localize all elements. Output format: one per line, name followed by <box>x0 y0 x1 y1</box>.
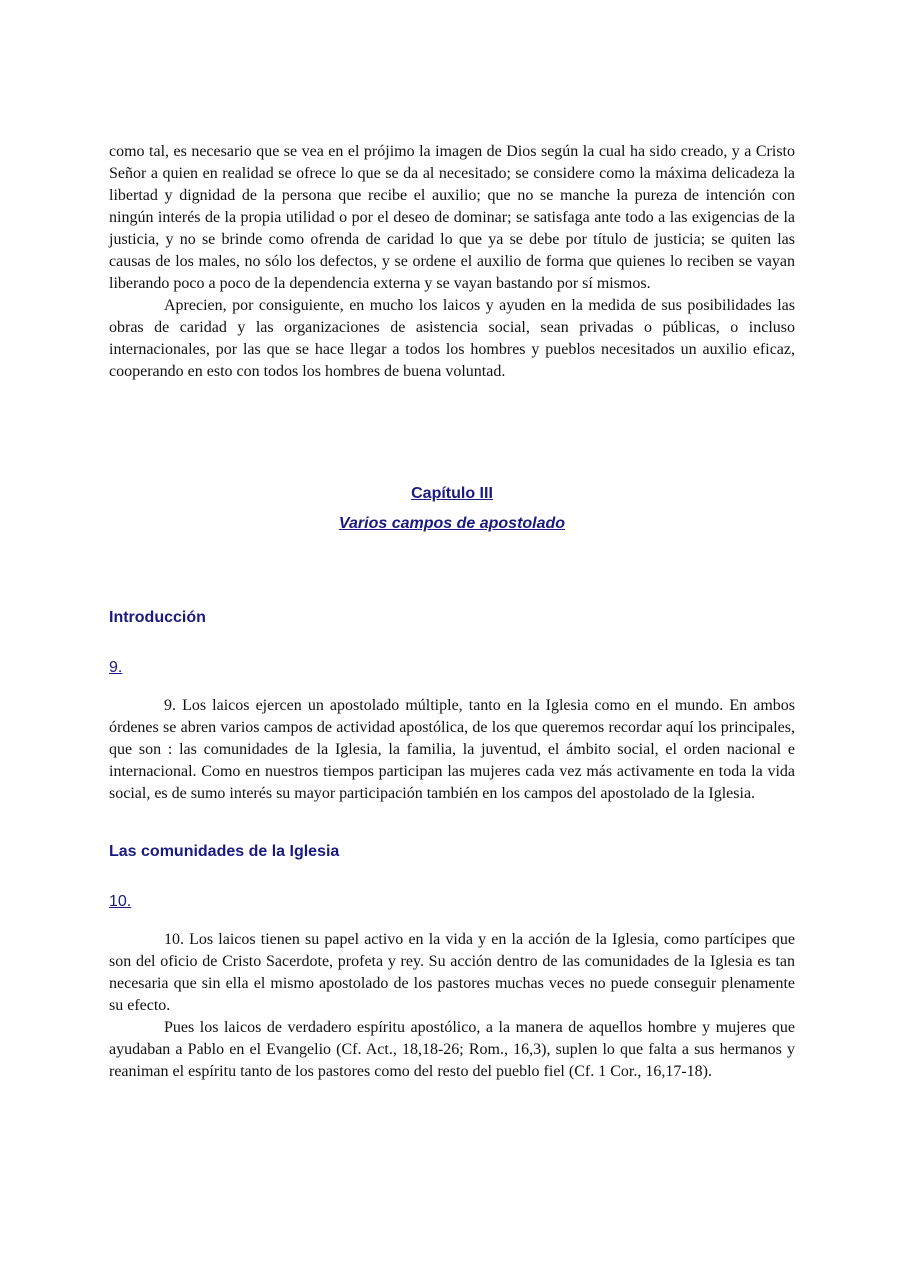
chapter-header <box>109 483 795 535</box>
chapter-subtitle <box>109 513 795 535</box>
article-number-link[interactable]: 9. <box>109 659 123 676</box>
section-heading-introduccion: Introducción <box>109 609 206 626</box>
body-paragraph: 9. Los laicos ejercen un apostolado múltiple, tanto en la Iglesia como en el mundo. En ambos órdenes se abren varios campos de actividad apostólica, de los que queremos recordar aquí los principales, que son : las comunidades de la Iglesia, la familia, la juventud, el ámbito social, el orden nacional e internacional. Como en nuestros tiempos participan las mujeres cada vez más activamente en toda la vida social, es de sumo interés su mayor participación también en los campos del apostolado de la Iglesia. <box>109 697 795 802</box>
body-paragraph: 10. Los laicos tienen su papel activo en la vida y en la acción de la Iglesia, como partícipes que son del oficio de Cristo Sacerdote, profeta y rey. Su acción dentro de las comunidades de la Iglesia es tan necesaria que sin ella el mismo apostolado de los pastores muchas veces no puede conseguir plenamente su efecto. <box>109 931 795 1014</box>
document-page <box>109 141 795 1083</box>
chapter-subtitle-link[interactable]: Varios campos de apostolado <box>338 515 566 532</box>
section-heading-comunidades: Las comunidades de la Iglesia <box>109 843 340 860</box>
article-number-link[interactable]: 10. <box>109 893 132 910</box>
chapter-title-link[interactable]: Capítulo III <box>411 485 493 502</box>
body-paragraph: Aprecien, por consiguiente, en mucho los laicos y ayuden en la medida de sus posibilidades las obras de caridad y las organizaciones de asistencia social, sean privadas o públicas, o incluso internacionales, por las que se hace llegar a todos los hombres y pueblos necesitados un auxilio eficaz, cooperando en esto con todos los hombres de buena voluntad. <box>109 297 795 380</box>
body-paragraph: Pues los laicos de verdadero espíritu apostólico, a la manera de aquellos hombre y mujeres que ayudaban a Pablo en el Evangelio (Cf. Act., 18,18-26; Rom., 16,3), suplen lo que falta a sus hermanos y reaniman el espíritu tanto de los pastores como del resto del pueblo fiel (Cf. 1 Cor., 16,17-18). <box>109 1019 795 1080</box>
chapter-title <box>109 483 795 505</box>
body-paragraph: como tal, es necesario que se vea en el prójimo la imagen de Dios según la cual ha sido creado, y a Cristo Señor a quien en realidad se ofrece lo que se da al necesitado; se considere como la máxima delicadeza la libertad y dignidad de la persona que recibe el auxilio; que no se manche la pureza de intención con ningún interés de la propia utilidad o por el deseo de dominar; se satisfaga ante todo a las exigencias de la justicia, y no se brinde como ofrenda de caridad lo que ya se debe por título de justicia; se quiten las causas de los males, no sólo los defectos, y se ordene el auxilio de forma que quienes lo reciben se vayan liberando poco a poco de la dependencia externa y se vayan bastando por sí mismos. <box>109 143 795 292</box>
